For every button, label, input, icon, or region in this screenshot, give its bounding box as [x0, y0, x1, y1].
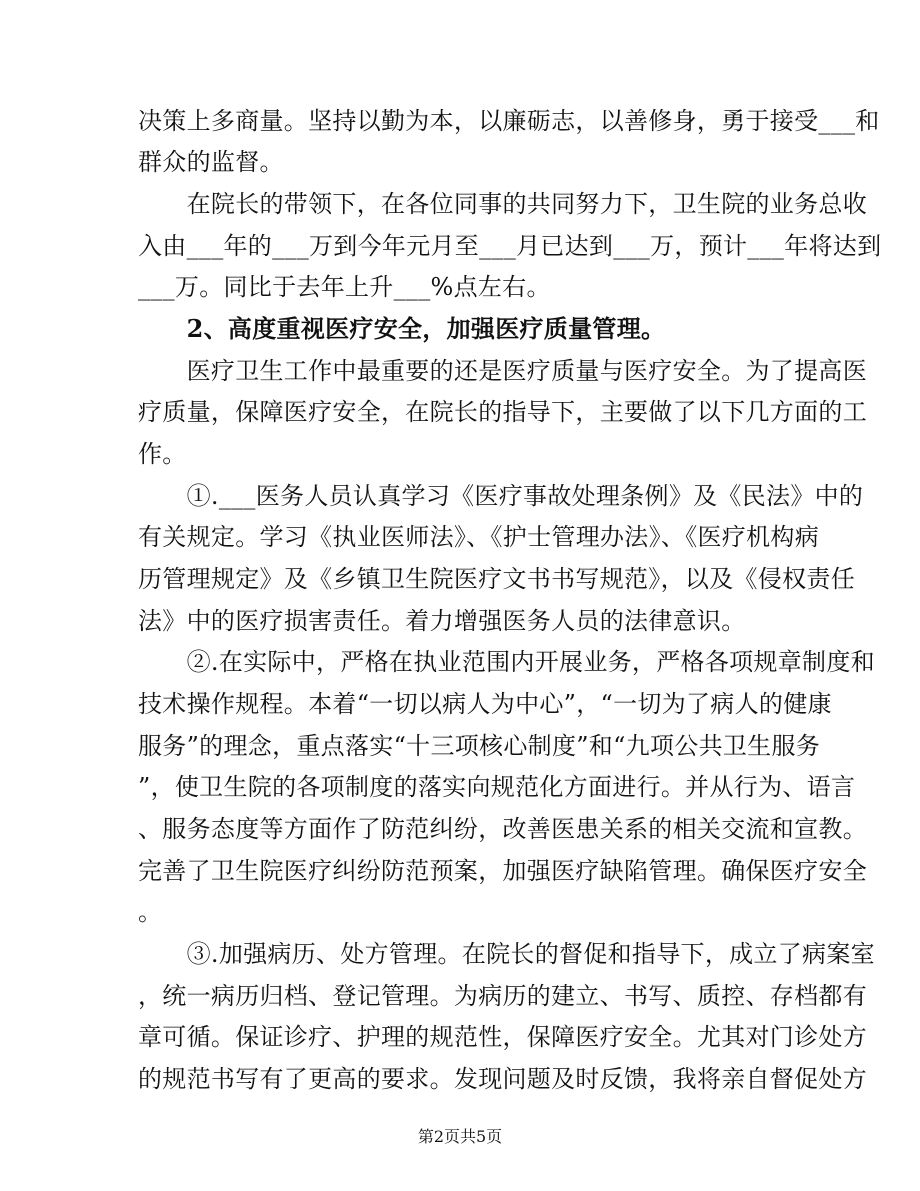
text-line: 历管理规定》及《乡镇卫生院医疗文书书写规范》，以及《侵权责任	[138, 565, 855, 593]
text-line: 服务”的理念，重点落实“十三项核心制度”和“九项公共卫生服务	[138, 732, 821, 760]
text-line: 的规范书写有了更高的要求。发现问题及时反馈，我将亲自督促处方	[138, 1065, 867, 1093]
text-line: ，统一病历归档、登记管理。为病历的建立、书写、质控、存档都有	[138, 982, 867, 1010]
text-line: 章可循。保证诊疗、护理的规范性，保障医疗安全。尤其对门诊处方	[138, 1023, 867, 1051]
text-line: 、服务态度等方面作了防范纠纷，改善医患关系的相关交流和宣教。	[138, 815, 867, 843]
section-heading: 2、高度重视医疗安全，加强医疗质量管理。	[138, 314, 666, 343]
text-line: 完善了卫生院医疗纠纷防范预案，加强医疗缺陷管理。确保医疗安全	[138, 857, 867, 885]
text-line: ”，使卫生院的各项制度的落实向规范化方面进行。并从行为、语言	[138, 773, 856, 801]
text-line: 疗质量，保障医疗安全，在院长的指导下，主要做了以下几方面的工	[138, 398, 867, 426]
text-line: ③.加强病历、处方管理。在院长的督促和指导下，成立了病案室	[138, 940, 875, 968]
text-line: 决策上多商量。坚持以勤为本，以廉砺志，以善修身，勇于接受___和	[138, 107, 880, 135]
text-line: ___万。同比于去年上升___%点左右。	[138, 273, 551, 301]
text-line: ①.___医务人员认真学习《医疗事故处理条例》及《民法》中的	[138, 482, 864, 510]
text-line: 在院长的带领下，在各位同事的共同努力下，卫生院的业务总收	[138, 190, 867, 218]
text-line: 医疗卫生工作中最重要的还是医疗质量与医疗安全。为了提高医	[138, 357, 867, 385]
text-line: 。	[138, 898, 163, 926]
text-line: 技术操作规程。本着“一切以病人为中心”，“一切为了病人的健康	[138, 690, 832, 718]
text-line: ②.在实际中，严格在执业范围内开展业务，严格各项规章制度和	[138, 648, 875, 676]
text-line: 法》中的医疗损害责任。着力增强医务人员的法律意识。	[138, 607, 746, 635]
text-line: 作。	[138, 440, 187, 468]
text-line: 群众的监督。	[138, 148, 284, 176]
page-number: 第2页共5页	[417, 1127, 503, 1146]
text-line: 有关规定。学习《执业医师法》、《护士管理办法》、《医疗机构病	[138, 523, 819, 551]
text-line: 入由___年的___万到今年元月至___月已达到___万，预计___年将达到	[138, 232, 882, 260]
